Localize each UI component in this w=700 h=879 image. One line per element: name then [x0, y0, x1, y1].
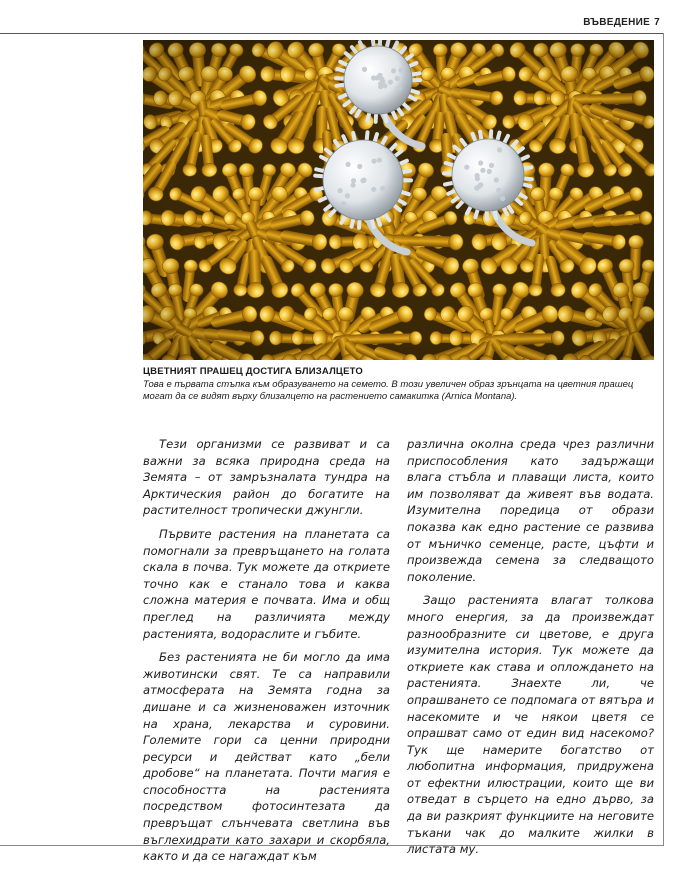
- caption-species-name: Arnica Montana: [444, 391, 512, 402]
- caption-title: ЦВЕТНИЯТ ПРАШЕЦ ДОСТИГА БЛИЗАЛЦЕТО: [143, 366, 363, 377]
- paragraph: Защо растенията влагат толкова много енергия, за да произвеждат разнообразните си цветове, е друга изумителна история. Тук можете да откриете как става и оплождането на растенията. Знаехте ли, че опрашването се подпомага от вятъра и насекомите и че някои цветя се опрашват само от един вид насекомо? Тук ще намерите богатство от любопитна информация, придружена от ефектни илюстрации, които ще ви отведат в сърцето на едно дърво, за да ви разкрият функциите на неговите тъкани чак до малките жилки в листата му.: [407, 593, 654, 857]
- caption-text-after: ).: [511, 391, 518, 402]
- pollen-photo: [143, 40, 654, 360]
- running-head: [583, 17, 660, 28]
- paragraph: Без растенията не би могло да има животински свят. Те са направили атмосферата на Земята годна за дишане и са жизненоважен източник на храна, лекарства и суровини. Големите гори са ценни природни ресурси и действат като „бели дробове“ на планетата. Почти магия е способността на растенията посредством фотосинтезата да превръщат слънчевата светлина във въглехидрати като захари и скорбяла, както и да се нагаждат към: [143, 650, 390, 864]
- caption-text: [143, 379, 654, 403]
- pollen-on-stigma-illustration: [143, 40, 654, 360]
- section-title: ВЪВЕДЕНИЕ: [583, 17, 651, 28]
- right-column: [407, 436, 654, 865]
- figure-caption: [143, 366, 654, 403]
- side-rule: [663, 33, 664, 845]
- paragraph: Тези организми се развиват и са важни за всяка природна среда на Земята – от замръзналата тундра на Арктическия район до богатите на растителност тропически джунгли.: [143, 437, 390, 518]
- left-column: [143, 436, 390, 872]
- paragraph: Първите растения на планетата са помогнали за превръщането на голата скала в почва. Тук можете да откриете точно как е станало това и каква сложна материя е почвата. Има и общ преглед на различията между растенията, водораслите и гъбите.: [143, 526, 390, 641]
- top-rule: [0, 33, 663, 34]
- page-number: 7: [654, 17, 660, 28]
- paragraph-continued: различна околна среда чрез различни приспособления като задържащи влага стъбла и плаващи листа, които им позволяват да живеят във водата. Изумителна поредица от образи показва как едно растение се развива от мъничко семенце, расте, цъфти и произвежда семена за следващото поколение.: [407, 437, 654, 584]
- caption-text-before: Това е първата стъпка към образуването на семето. В този увеличен образ зрънцата на цветния прашец могат да се видят върху близалцето на растението самакитка (: [143, 379, 634, 402]
- caption-species: [445, 391, 512, 402]
